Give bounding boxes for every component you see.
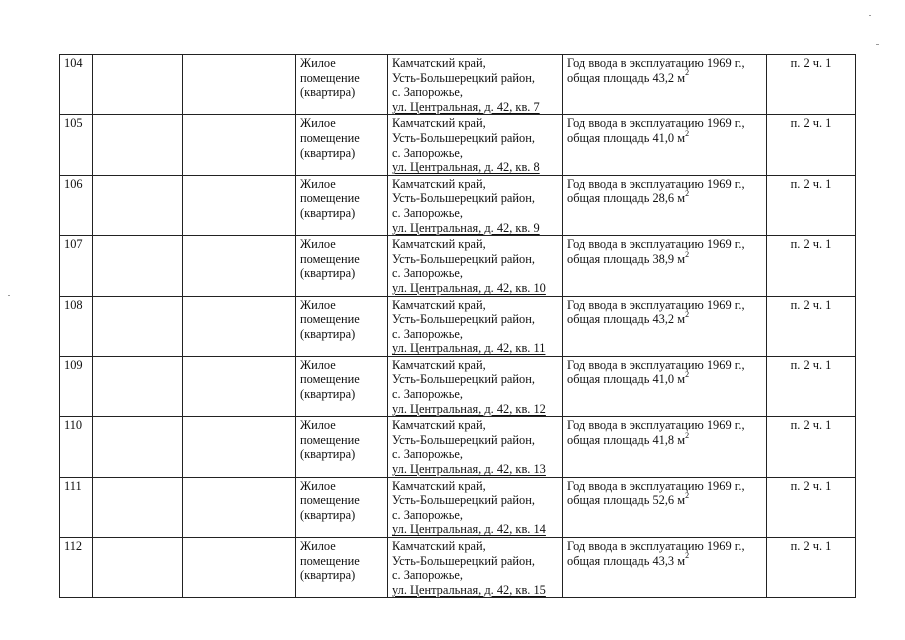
address-line: ул. Центральная, д. 42, кв. 7 [392,99,540,114]
total-area: общая площадь 28,6 м [567,191,686,206]
description-cell [563,477,767,537]
address-line: Камчатский край, [392,357,486,372]
table-row [60,538,856,598]
registry-table-body [60,55,856,598]
description-cell [563,538,767,598]
row-number: 104 [60,55,93,115]
area-unit-superscript: 2 [685,128,690,138]
total-area-line [567,68,762,86]
object-type-line: (квартира) [300,568,356,583]
address-cell [388,175,563,235]
description-cell [563,175,767,235]
table-row [60,175,856,235]
empty-cell [183,417,296,477]
row-number: 111 [60,477,93,537]
empty-cell [183,115,296,175]
total-area: общая площадь 41,0 м [567,372,686,387]
object-type-line: (квартира) [300,145,356,160]
object-type-cell [296,55,388,115]
address-line: с. Запорожье, [392,507,463,522]
empty-cell [93,115,183,175]
address-line: Камчатский край, [392,297,486,312]
area-unit-superscript: 2 [685,551,690,561]
scan-speck [8,295,10,296]
area-unit-superscript: 2 [685,370,690,380]
total-area: общая площадь 41,8 м [567,432,686,447]
address-line: Камчатский край, [392,116,486,131]
address-cell [388,477,563,537]
commissioning-year: Год ввода в эксплуатацию 1969 г., [567,418,745,433]
description-cell [563,115,767,175]
description-cell [563,296,767,356]
object-type-line: помещение [300,553,360,568]
address-line: с. Запорожье, [392,266,463,281]
address-line: ул. Центральная, д. 42, кв. 13 [392,462,546,477]
table-row [60,296,856,356]
object-type-line: (квартира) [300,85,356,100]
object-type-line: помещение [300,191,360,206]
object-type-line: (квартира) [300,387,356,402]
object-type-line: Жилое [300,357,336,372]
address-line: с. Запорожье, [392,205,463,220]
address-line: ул. Центральная, д. 42, кв. 8 [392,160,540,175]
address-line: Усть-Большерецкий район, [392,493,535,508]
empty-cell [93,296,183,356]
commissioning-year: Год ввода в эксплуатацию 1969 г., [567,297,745,312]
address-line: ул. Центральная, д. 42, кв. 11 [392,341,546,356]
table-row [60,417,856,477]
empty-cell [93,55,183,115]
row-number: 105 [60,115,93,175]
address-line: с. Запорожье, [392,326,463,341]
address-line: Камчатский край, [392,56,486,70]
address-line: Усть-Большерецкий район, [392,432,535,447]
object-type-cell [296,115,388,175]
empty-cell [183,477,296,537]
empty-cell [93,236,183,296]
table-row [60,55,856,115]
scan-speck [876,44,879,45]
object-type-line: помещение [300,70,360,85]
object-type-line: помещение [300,312,360,327]
address-line: Камчатский край, [392,176,486,191]
address-cell [388,55,563,115]
legal-basis-cell: п. 2 ч. 1 [767,477,856,537]
object-type-line: (квартира) [300,326,356,341]
address-line: с. Запорожье, [392,387,463,402]
address-line: Усть-Большерецкий район, [392,312,535,327]
empty-cell [183,236,296,296]
address-line: ул. Центральная, д. 42, кв. 12 [392,401,546,416]
empty-cell [183,356,296,416]
row-number: 112 [60,538,93,598]
empty-cell [93,175,183,235]
address-cell [388,296,563,356]
description-cell [563,55,767,115]
area-unit-superscript: 2 [685,249,690,259]
area-unit-superscript: 2 [685,68,690,78]
address-line: с. Запорожье, [392,568,463,583]
object-type-line: Жилое [300,176,336,191]
object-type-line: помещение [300,493,360,508]
legal-basis-cell: п. 2 ч. 1 [767,538,856,598]
empty-cell [183,296,296,356]
empty-cell [183,55,296,115]
address-line: ул. Центральная, д. 42, кв. 10 [392,280,546,295]
total-area-line [567,191,762,206]
row-number: 109 [60,356,93,416]
total-area-line [567,551,762,569]
address-cell [388,417,563,477]
object-type-line: Жилое [300,56,336,70]
property-registry-table [59,54,856,598]
table-row [60,477,856,537]
object-type-line: (квартира) [300,266,356,281]
legal-basis-cell: п. 2 ч. 1 [767,296,856,356]
empty-cell [93,477,183,537]
row-number: 110 [60,417,93,477]
row-number: 106 [60,175,93,235]
commissioning-year: Год ввода в эксплуатацию 1969 г., [567,176,745,191]
total-area: общая площадь 41,0 м [567,130,686,145]
address-line: Усть-Большерецкий район, [392,553,535,568]
object-type-cell [296,538,388,598]
total-area-line [567,128,762,146]
address-line: Камчатский край, [392,237,486,252]
address-cell [388,538,563,598]
description-cell [563,356,767,416]
total-area-line [567,249,762,267]
legal-basis-cell: п. 2 ч. 1 [767,115,856,175]
legal-basis-cell: п. 2 ч. 1 [767,236,856,296]
total-area: общая площадь 52,6 м [567,493,686,508]
description-cell [563,236,767,296]
object-type-line: Жилое [300,116,336,131]
empty-cell [93,538,183,598]
total-area: общая площадь 43,2 м [567,312,686,327]
object-type-line: (квартира) [300,507,356,522]
object-type-line: помещение [300,432,360,447]
row-number: 107 [60,236,93,296]
object-type-line: помещение [300,372,360,387]
legal-basis-cell: п. 2 ч. 1 [767,417,856,477]
legal-basis-cell: п. 2 ч. 1 [767,55,856,115]
object-type-line: Жилое [300,418,336,433]
commissioning-year: Год ввода в эксплуатацию 1969 г., [567,539,745,553]
address-cell [388,236,563,296]
address-line: Усть-Большерецкий район, [392,251,535,266]
address-line: Камчатский край, [392,478,486,493]
object-type-cell [296,477,388,537]
total-area-line [567,372,762,387]
address-cell [388,115,563,175]
address-line: Усть-Большерецкий район, [392,130,535,145]
object-type-cell [296,417,388,477]
total-area-line [567,430,762,448]
empty-cell [93,417,183,477]
object-type-cell [296,236,388,296]
object-type-cell [296,175,388,235]
address-line: с. Запорожье, [392,145,463,160]
empty-cell [183,538,296,598]
commissioning-year: Год ввода в эксплуатацию 1969 г., [567,478,745,493]
address-cell [388,356,563,416]
object-type-line: (квартира) [300,447,356,462]
total-area: общая площадь 43,2 м [567,70,686,85]
address-line: ул. Центральная, д. 42, кв. 14 [392,522,546,537]
address-line: с. Запорожье, [392,85,463,100]
area-unit-superscript: 2 [685,309,690,319]
total-area-line [567,493,762,508]
row-number: 108 [60,296,93,356]
object-type-line: Жилое [300,237,336,252]
object-type-cell [296,356,388,416]
object-type-line: Жилое [300,539,336,553]
scan-speck [869,15,871,16]
address-line: Усть-Большерецкий район, [392,70,535,85]
object-type-line: помещение [300,251,360,266]
empty-cell [183,175,296,235]
commissioning-year: Год ввода в эксплуатацию 1969 г., [567,116,745,131]
table-row [60,356,856,416]
object-type-line: (квартира) [300,205,356,220]
commissioning-year: Год ввода в эксплуатацию 1969 г., [567,237,745,252]
object-type-line: Жилое [300,478,336,493]
empty-cell [93,356,183,416]
area-unit-superscript: 2 [685,491,690,501]
legal-basis-cell: п. 2 ч. 1 [767,175,856,235]
area-unit-superscript: 2 [685,430,690,440]
address-line: с. Запорожье, [392,447,463,462]
total-area: общая площадь 43,3 м [567,553,686,568]
legal-basis-cell: п. 2 ч. 1 [767,356,856,416]
address-line: Усть-Большерецкий район, [392,191,535,206]
commissioning-year: Год ввода в эксплуатацию 1969 г., [567,357,745,372]
address-line: ул. Центральная, д. 42, кв. 9 [392,220,540,235]
object-type-line: Жилое [300,297,336,312]
total-area-line [567,309,762,327]
object-type-cell [296,296,388,356]
address-line: Усть-Большерецкий район, [392,372,535,387]
object-type-line: помещение [300,130,360,145]
table-row [60,115,856,175]
address-line: ул. Центральная, д. 42, кв. 15 [392,582,546,597]
table-row [60,236,856,296]
address-line: Камчатский край, [392,539,486,553]
area-unit-superscript: 2 [685,189,690,199]
commissioning-year: Год ввода в эксплуатацию 1969 г., [567,56,745,70]
address-line: Камчатский край, [392,418,486,433]
description-cell [563,417,767,477]
total-area: общая площадь 38,9 м [567,251,686,266]
